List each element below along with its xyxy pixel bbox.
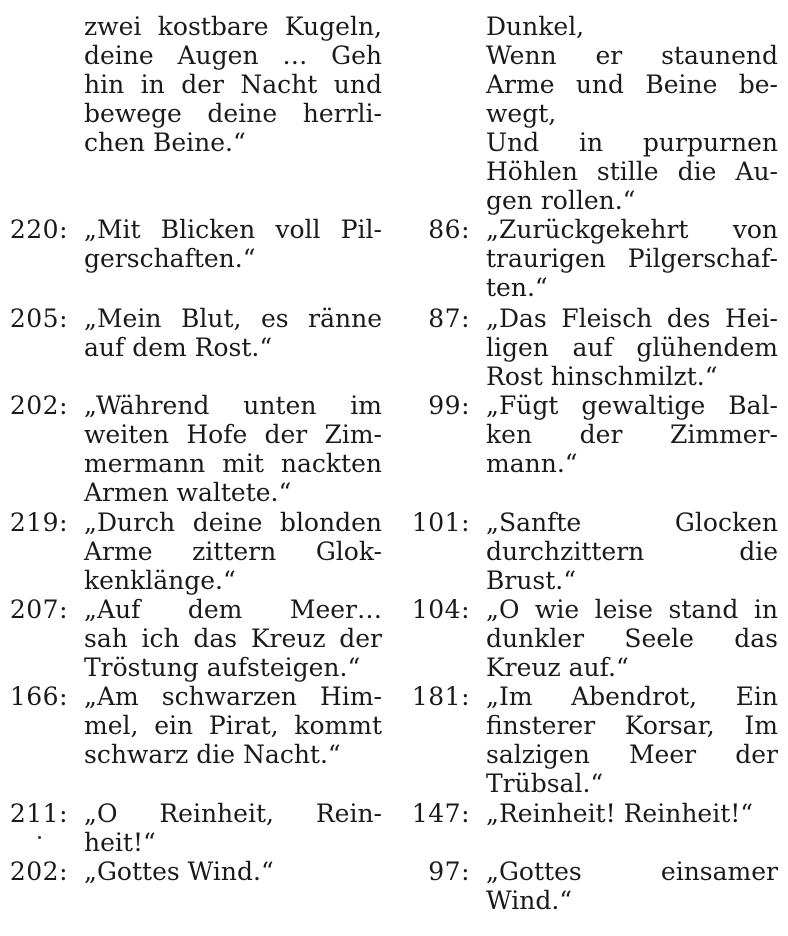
text-line: Armen waltete.“ xyxy=(84,478,292,507)
text-line: „Zurückgekehrt von xyxy=(486,215,778,244)
text-line: mann.“ xyxy=(486,449,578,478)
text-line: gerschaften.“ xyxy=(84,244,256,273)
text-line: ligen auf glühendem xyxy=(486,333,778,362)
quote-text xyxy=(84,215,382,273)
text-line: dunkler Seele das xyxy=(486,624,778,653)
text-line: „Durch deine blonden xyxy=(84,508,382,537)
text-line: chen Beine.“ xyxy=(84,128,246,157)
text-line: mel, ein Pirat, kommt xyxy=(84,711,382,740)
text-line: „Mein Blut, es ränne xyxy=(84,304,382,333)
quote-text xyxy=(84,508,382,595)
text-line: „Auf dem Meer… xyxy=(84,595,382,624)
quote-text xyxy=(84,304,382,362)
quote-text xyxy=(84,391,382,507)
quote-text xyxy=(84,12,382,157)
text-line: traurigen Pilgerschaf- xyxy=(486,244,778,273)
line-number: 97: xyxy=(428,857,470,886)
text-line: Kreuz auf.“ xyxy=(486,653,629,682)
text-line: zwei kostbare Kugeln, xyxy=(84,12,382,41)
line-number: 219: xyxy=(9,508,68,537)
line-number: 87: xyxy=(428,304,470,333)
text-line: Arme und Beine be- xyxy=(486,70,778,99)
text-line: finsterer Korsar, Im xyxy=(486,711,778,740)
text-line: hin in der Nacht und xyxy=(84,70,382,99)
text-line: mermann mit nackten xyxy=(84,449,382,478)
text-line: „Während unten im xyxy=(84,391,382,420)
text-line: bewege deine herrli- xyxy=(84,99,382,128)
print-speck-dot xyxy=(38,836,41,839)
text-line: auf dem Rost.“ xyxy=(84,333,273,362)
text-line: deine Augen … Geh xyxy=(84,41,382,70)
quote-text xyxy=(486,799,778,828)
line-number: 99: xyxy=(428,391,470,420)
text-line: weiten Hofe der Zim- xyxy=(84,420,382,449)
text-line: Dunkel, xyxy=(486,12,585,41)
text-line: Rost hinschmilzt.“ xyxy=(486,362,718,391)
quote-text xyxy=(486,508,778,595)
text-line: „Sanfte Glocken xyxy=(486,508,778,537)
line-number: 205: xyxy=(9,304,68,333)
text-line: heit!“ xyxy=(84,828,156,857)
text-line: „Mit Blicken voll Pil- xyxy=(84,215,382,244)
text-line: Brust.“ xyxy=(486,566,577,595)
text-line: „Fügt gewaltige Bal- xyxy=(486,391,778,420)
text-line: kenklänge.“ xyxy=(84,566,236,595)
quote-text xyxy=(84,857,382,886)
text-line: Höhlen stille die Au- xyxy=(486,157,778,186)
text-line: „Am schwarzen Him- xyxy=(84,682,382,711)
line-number: 104: xyxy=(411,595,470,624)
text-line: Wenn er staunend xyxy=(486,41,778,70)
quote-text xyxy=(486,215,778,302)
text-line: Und in purpurnen xyxy=(486,128,778,157)
quote-text xyxy=(486,595,778,682)
text-line: wegt, xyxy=(486,99,557,128)
line-number: 181: xyxy=(411,682,470,711)
quote-text xyxy=(486,12,778,215)
quote-text xyxy=(486,304,778,391)
quote-text xyxy=(486,391,778,478)
text-line: schwarz die Nacht.“ xyxy=(84,740,341,769)
text-line: „Im Abendrot, Ein xyxy=(486,682,778,711)
line-number: 147: xyxy=(411,799,470,828)
line-number: 207: xyxy=(9,595,68,624)
text-line: „Reinheit! Reinheit!“ xyxy=(486,799,754,828)
line-number: 101: xyxy=(411,508,470,537)
line-number: 211: xyxy=(9,799,68,828)
line-number: 202: xyxy=(9,857,68,886)
text-line: „Das Fleisch des Hei- xyxy=(486,304,778,333)
text-line: ten.“ xyxy=(486,273,548,302)
text-line: „Gottes Wind.“ xyxy=(84,857,274,886)
line-number: 166: xyxy=(9,682,68,711)
text-line: salzigen Meer der xyxy=(486,740,778,769)
text-line: Tröstung aufsteigen.“ xyxy=(84,653,361,682)
text-line: Trübsal.“ xyxy=(486,769,604,798)
quote-text xyxy=(486,682,778,798)
line-number: 86: xyxy=(428,215,470,244)
quote-text xyxy=(84,595,382,682)
text-line: „O Reinheit, Rein- xyxy=(84,799,382,828)
text-line: durchzittern die xyxy=(486,537,778,566)
quote-text xyxy=(84,682,382,769)
text-line: Wind.“ xyxy=(486,886,573,915)
line-number: 220: xyxy=(9,215,68,244)
text-line: „Gottes einsamer xyxy=(486,857,778,886)
text-line: sah ich das Kreuz der xyxy=(84,624,382,653)
line-number: 202: xyxy=(9,391,68,420)
text-line: ken der Zimmer- xyxy=(486,420,778,449)
quote-text xyxy=(486,857,778,915)
text-line: Arme zittern Glok- xyxy=(84,537,382,566)
text-line: gen rollen.“ xyxy=(486,186,636,215)
text-line: „O wie leise stand in xyxy=(486,595,778,624)
quote-text xyxy=(84,799,382,857)
